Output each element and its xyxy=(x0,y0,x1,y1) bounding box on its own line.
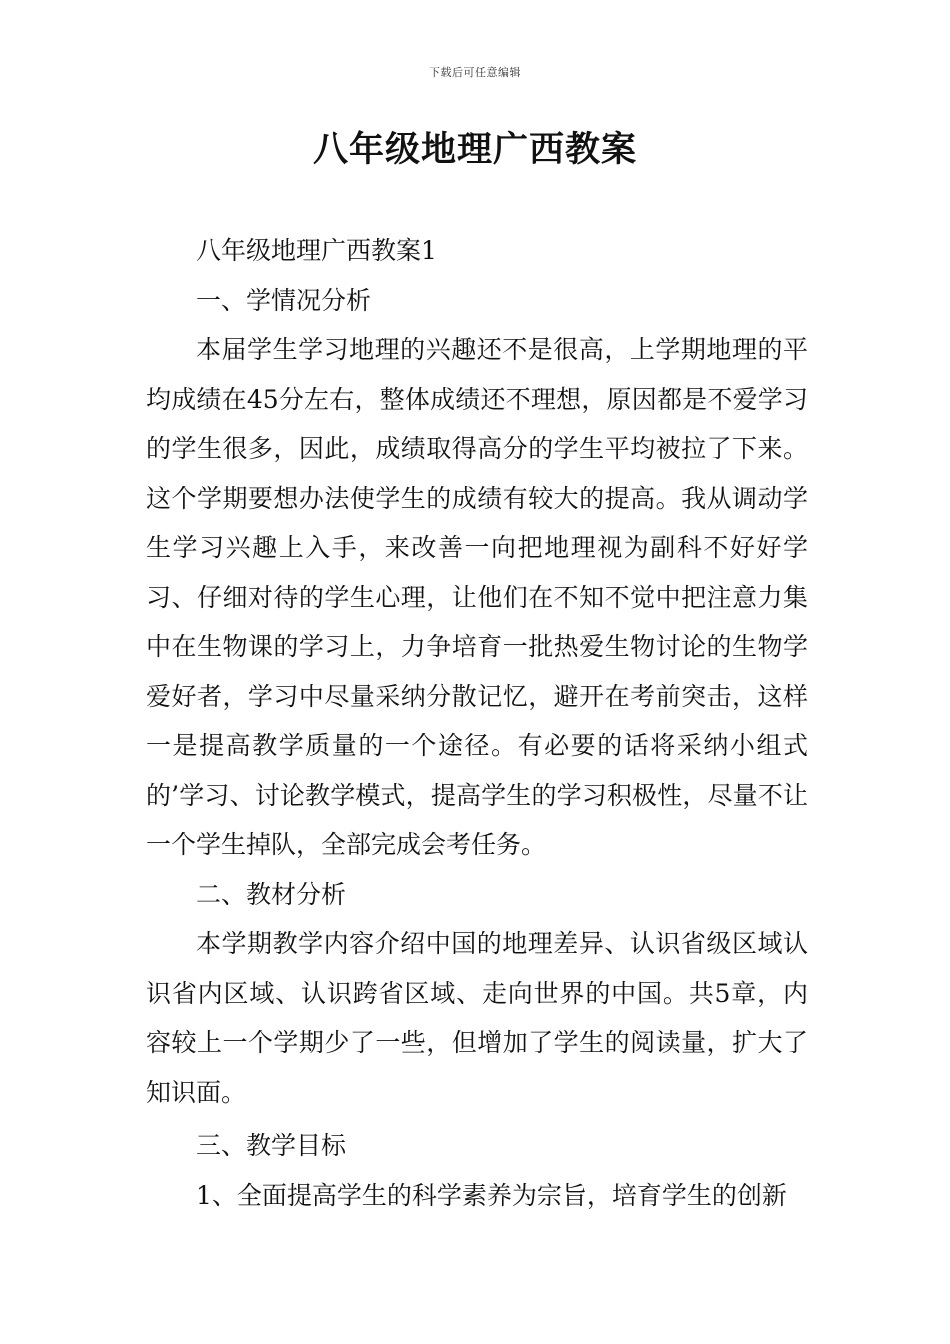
paragraph-teaching-goal-1: 1、全面提高学生的科学素养为宗旨，培育学生的创新 xyxy=(196,1180,787,1210)
section-heading-textbook-analysis: 二、教材分析 xyxy=(196,879,347,909)
section-heading-teaching-goals: 三、教学目标 xyxy=(196,1131,347,1160)
document-body xyxy=(146,226,808,1220)
paragraph-textbook-analysis: 本学期教学内容介绍中国的地理差异、认识省级区域认识省内区域、认识跨省区域、走向世界的中国。共5章，内容较上一个学期少了一些，但增加了学生的阅读量，扩大了知识面。 xyxy=(146,929,808,1107)
section-heading-student-analysis: 一、学情况分析 xyxy=(196,285,372,315)
lesson-heading: 八年级地理广西教案1 xyxy=(196,236,437,265)
document-title: 八年级地理广西教案 xyxy=(312,129,637,170)
header-note: 下载后可任意编辑 xyxy=(429,66,521,79)
paragraph-student-analysis: 本届学生学习地理的兴趣还不是很高，上学期地理的平均成绩在45分左右，整体成绩还不理想，原因都是不爱学习的学生很多，因此，成绩取得高分的学生平均被拉了下来。这个学期要想办法使学生的成绩有较大的提高。我从调动学生学习兴趣上入手，来改善一向把地理视为副科不好好学习、仔细对待的学生心理，让他们在不知不觉中把注意力集中在生物课的学习上，力争培育一批热爱生物讨论的生物学爱好者，学习中尽量采纳分散记忆，避开在考前突击，这样一是提高教学质量的一个途径。有必要的话将采纳小组式的’学习、讨论教学模式，提高学生的学习积极性，尽量不让一个学生掉队，全部完成会考任务。 xyxy=(146,335,808,859)
